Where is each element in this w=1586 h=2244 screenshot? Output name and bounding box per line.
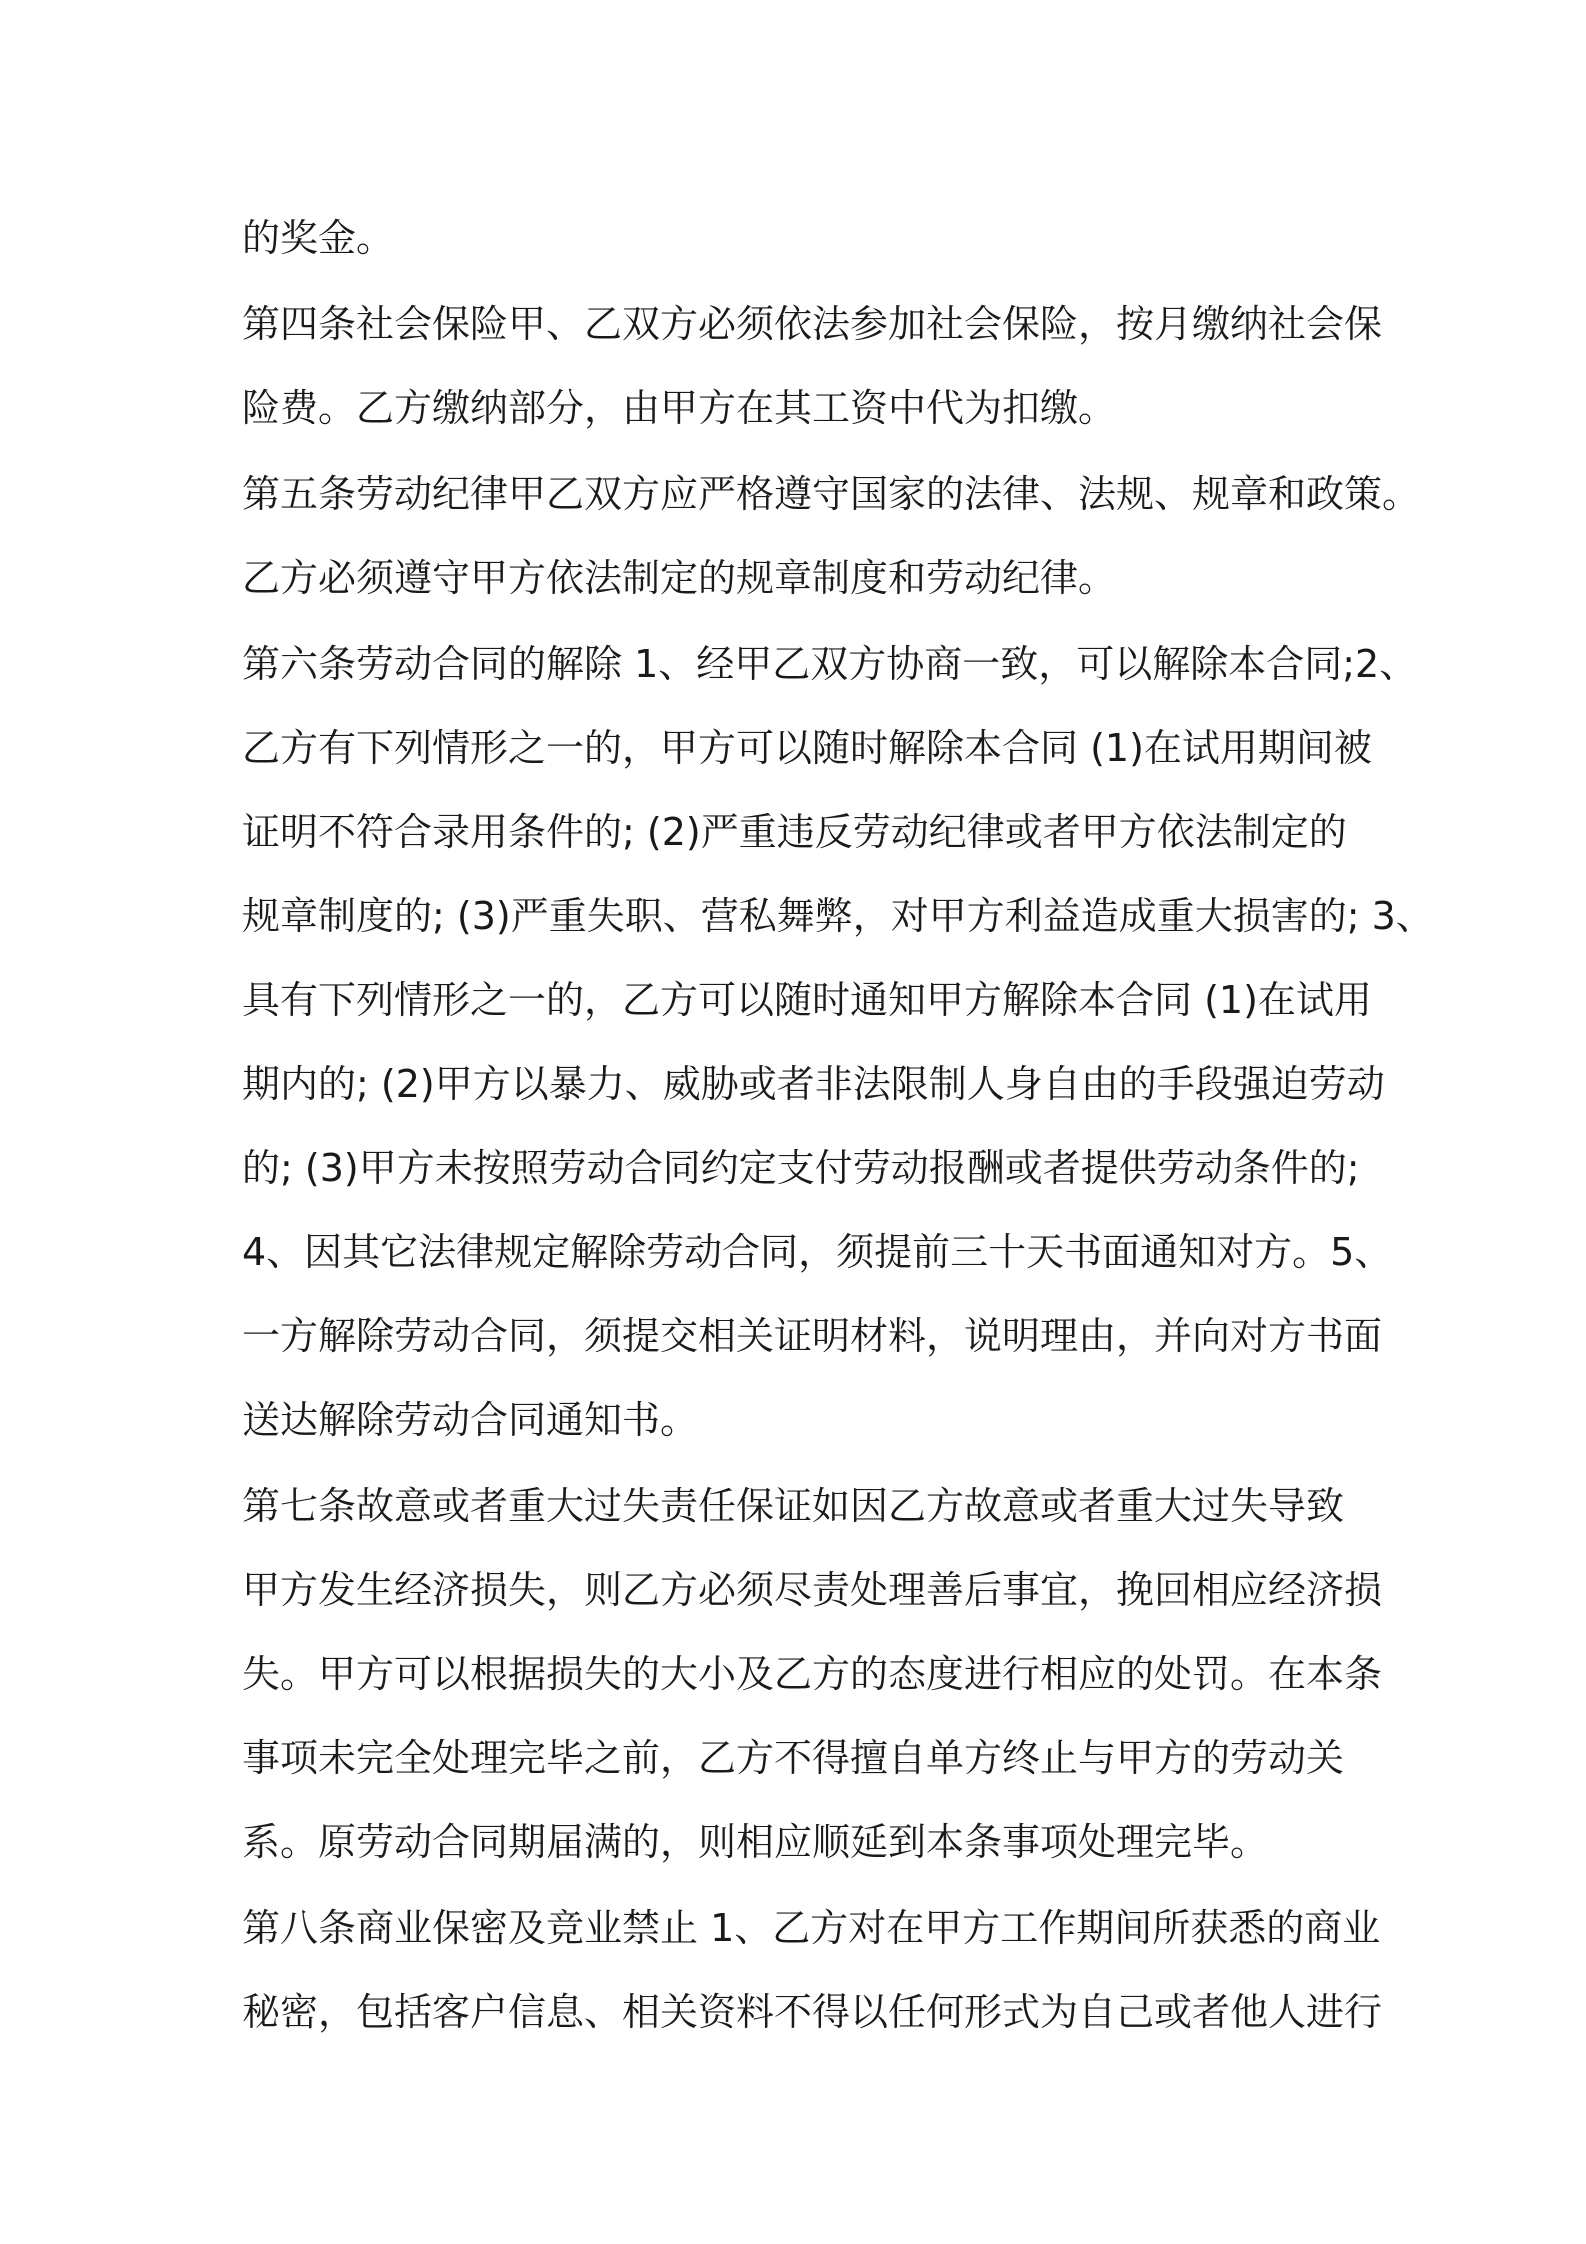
paragraph-article-7 [242,1464,1383,1884]
paragraph-article-4 [242,282,1383,450]
text-line: 第六条劳动合同的解除 1、经甲乙双方协商一致，可以解除本合同;2、 [242,642,1418,686]
text-line: 第八条商业保密及竞业禁止 1、乙方对在甲方工作期间所获悉的商业 [242,1906,1381,1950]
paragraph-article-6 [242,622,1434,1462]
text-line: 的奖金。 [242,216,395,260]
text-line: 具有下列情形之一的，乙方可以随时通知甲方解除本合同 (1)在试用 [242,978,1372,1022]
text-line: 险费。乙方缴纳部分，由甲方在其工资中代为扣缴。 [242,386,1117,430]
text-line: 规章制度的; (3)严重失职、营私舞弊，对甲方利益造成重大损害的; 3、 [242,894,1434,938]
text-line: 乙方有下列情形之一的，甲方可以随时解除本合同 (1)在试用期间被 [242,726,1372,770]
text-line: 第五条劳动纪律甲乙双方应严格遵守国家的法律、法规、规章和政策。 [242,472,1421,516]
text-line: 系。原劳动合同期届满的，则相应顺延到本条事项处理完毕。 [242,1820,1269,1864]
text-line: 的; (3)甲方未按照劳动合同约定支付劳动报酬或者提供劳动条件的; [242,1146,1360,1190]
text-line: 4、因其它法律规定解除劳动合同，须提前三十天书面通知对方。5、 [242,1230,1393,1274]
text-line: 证明不符合录用条件的; (2)严重违反劳动纪律或者甲方依法制定的 [242,810,1347,854]
text-line: 事项未完全处理完毕之前，乙方不得擅自单方终止与甲方的劳动关 [242,1736,1345,1780]
text-line: 送达解除劳动合同通知书。 [242,1398,699,1442]
paragraph-article-8 [242,1886,1383,2054]
document-body [242,196,1434,2054]
text-line: 期内的; (2)甲方以暴力、威胁或者非法限制人身自由的手段强迫劳动 [242,1062,1385,1106]
text-line: 一方解除劳动合同，须提交相关证明材料，说明理由，并向对方书面 [242,1314,1383,1358]
paragraph-article-5 [242,452,1421,620]
text-line: 秘密，包括客户信息、相关资料不得以任何形式为自己或者他人进行 [242,1990,1383,2034]
paragraph-bonus-end [242,196,1362,280]
text-line: 乙方必须遵守甲方依法制定的规章制度和劳动纪律。 [242,556,1117,600]
text-line: 失。甲方可以根据损失的大小及乙方的态度进行相应的处罚。在本条 [242,1652,1383,1696]
text-line: 第七条故意或者重大过失责任保证如因乙方故意或者重大过失导致 [242,1484,1345,1528]
text-line: 甲方发生经济损失，则乙方必须尽责处理善后事宜，挽回相应经济损 [242,1568,1383,1612]
text-line: 第四条社会保险甲、乙双方必须依法参加社会保险，按月缴纳社会保 [242,302,1383,346]
